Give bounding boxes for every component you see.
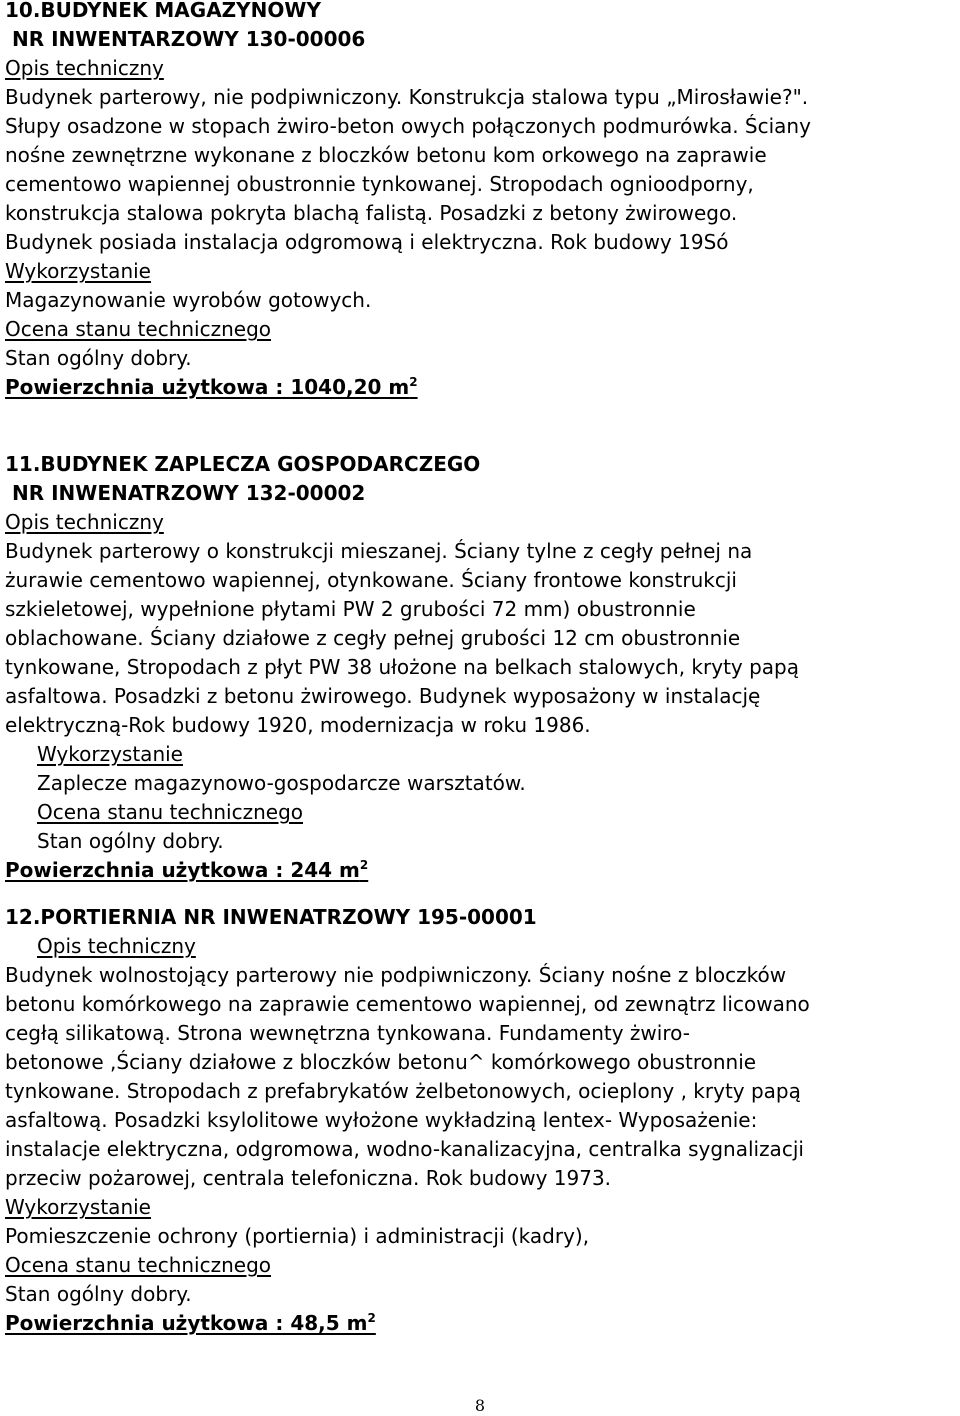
technical-description-heading: Opis techniczny	[5, 56, 164, 80]
description-line: cegłą silikatową. Strona wewnętrzna tynkowana. Fundamenty żwiro-	[5, 1021, 690, 1045]
condition-text: Stan ogólny dobry.	[5, 346, 192, 370]
section-title: 12.PORTIERNIA NR INWENATRZOWY 195-00001	[5, 905, 537, 929]
description-line: Budynek parterowy o konstrukcji mieszanej. Ściany tylne z cegły pełnej na	[5, 539, 753, 563]
description-line: szkieletowej, wypełnione płytami PW 2 grubości 72 mm) obustronnie	[5, 597, 696, 621]
condition-heading: Ocena stanu technicznego	[5, 1253, 272, 1277]
description-line: instalacje elektryczna, odgromowa, wodno-kanalizacyjna, centralka sygnalizacji	[5, 1137, 804, 1161]
section-building-10	[5, 0, 955, 402]
condition-heading: Ocena stanu technicznego	[5, 317, 272, 341]
description-line: Budynek posiada instalacja odgromową i elektryczna. Rok budowy 19Só	[5, 230, 729, 254]
description-line: Budynek wolnostojący parterowy nie podpiwniczony. Ściany nośne z bloczków	[5, 963, 787, 987]
inventory-number: NR INWENTARZOWY 130-00006	[12, 27, 366, 51]
description-line: konstrukcja stalowa pokryta blachą falistą. Posadzki z betony żwirowego.	[5, 201, 738, 225]
description-line: cementowo wapiennej obustronnie tynkowanej. Stropodach ognioodporny,	[5, 172, 754, 196]
condition-heading: Ocena stanu technicznego	[37, 800, 304, 824]
description-line: asfaltową. Posadzki ksylolitowe wyłożone wykładziną lentex- Wyposażenie:	[5, 1108, 758, 1132]
section-building-12	[5, 903, 955, 1338]
section-title: 10.BUDYNEK MAGAZYNOWY	[5, 0, 321, 22]
page-number: 8	[474, 1396, 486, 1415]
description-line: oblachowane. Ściany działowe z cegły pełnej grubości 12 cm obustronnie	[5, 626, 741, 650]
usable-area	[5, 373, 955, 402]
description-line: nośne zewnętrzne wykonane z bloczków betonu kom orkowego na zaprawie	[5, 143, 767, 167]
usable-area-unit-exponent: 2	[359, 858, 369, 872]
usable-area-value: Powierzchnia użytkowa : 1040,20 m	[5, 375, 410, 399]
usage-heading: Wykorzystanie	[37, 742, 183, 766]
condition-text: Stan ogólny dobry.	[37, 829, 224, 853]
description-line: elektryczną-Rok budowy 1920, modernizacja w roku 1986.	[5, 713, 591, 737]
usable-area-unit-exponent: 2	[409, 375, 418, 389]
technical-description-heading: Opis techniczny	[5, 510, 164, 534]
inventory-number: NR INWENATRZOWY 132-00002	[12, 481, 366, 505]
usable-area-value: Powierzchnia użytkowa : 48,5 m	[5, 1311, 368, 1335]
section-title: 11.BUDYNEK ZAPLECZA GOSPODARCZEGO	[5, 452, 481, 476]
usage-heading: Wykorzystanie	[5, 259, 151, 283]
description-line: przeciw pożarowej, centrala telefoniczna. Rok budowy 1973.	[5, 1166, 612, 1190]
usable-area	[5, 1309, 955, 1338]
usage-text: Pomieszczenie ochrony (portiernia) i administracji (kadry),	[5, 1224, 590, 1248]
description-line: żurawie cementowo wapiennej, otynkowane. Ściany frontowe konstrukcji	[5, 568, 737, 592]
usable-area	[5, 856, 955, 885]
description-line: betonu komórkowego na zaprawie cementowo wapiennej, od zewnątrz licowano	[5, 992, 810, 1016]
section-building-11	[5, 450, 955, 885]
usage-heading: Wykorzystanie	[5, 1195, 151, 1219]
description-line: tynkowane, Stropodach z płyt PW 38 ułożone na belkach stalowych, kryty papą	[5, 655, 800, 679]
description-line: asfaltowa. Posadzki z betonu żwirowego. Budynek wyposażony w instalację	[5, 684, 761, 708]
description-line: tynkowane. Stropodach z prefabrykatów żelbetonowych, ocieplony , kryty papą	[5, 1079, 801, 1103]
usage-text: Magazynowanie wyrobów gotowych.	[5, 288, 372, 312]
usable-area-unit-exponent: 2	[367, 1311, 376, 1325]
description-line: Budynek parterowy, nie podpiwniczony. Konstrukcja stalowa typu „Mirosławie?".	[5, 85, 809, 109]
description-line: betonowe ,Ściany działowe z bloczków betonu^ komórkowego obustronnie	[5, 1050, 757, 1074]
usable-area-value: Powierzchnia użytkowa : 244 m	[5, 858, 360, 882]
usage-text: Zaplecze magazynowo-gospodarcze warsztatów.	[37, 771, 526, 795]
condition-text: Stan ogólny dobry.	[5, 1282, 192, 1306]
technical-description-heading: Opis techniczny	[37, 934, 196, 958]
description-line: Słupy osadzone w stopach żwiro-beton owych połączonych podmurówka. Ściany	[5, 114, 811, 138]
